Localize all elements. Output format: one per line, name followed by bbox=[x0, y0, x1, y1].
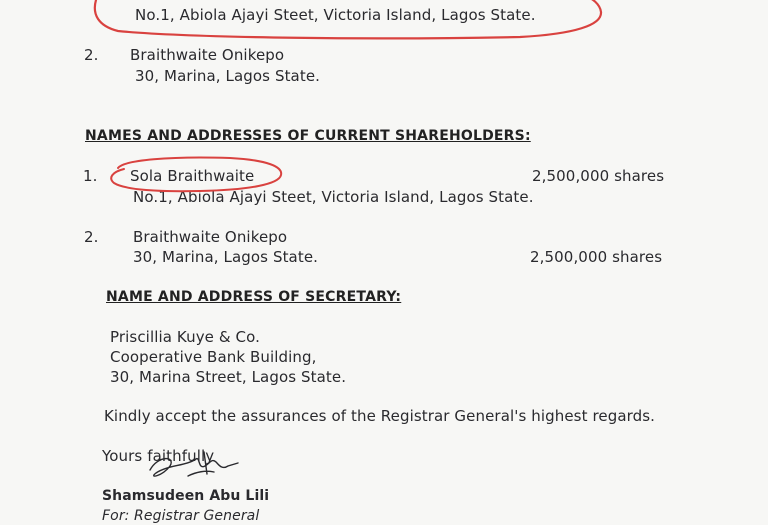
shareholder-2-address: 30, Marina, Lagos State. bbox=[133, 248, 319, 266]
secretary-line-1: Priscillia Kuye & Co. bbox=[110, 328, 260, 346]
salutation: Yours faithfully bbox=[102, 447, 215, 465]
for-registrar-line: For: Registrar General bbox=[102, 508, 260, 524]
shareholder-1-name: Sola Braithwaite bbox=[130, 167, 255, 185]
director-2-address: 30, Marina, Lagos State. bbox=[135, 67, 321, 85]
director-2-number: 2. bbox=[84, 46, 99, 64]
shareholder-1-shares: 2,500,000 shares bbox=[532, 167, 665, 185]
secretary-line-3: 30, Marina Street, Lagos State. bbox=[110, 368, 347, 386]
shareholder-1-address: No.1, Abiola Ajayi Steet, Victoria Island, Lagos State. bbox=[133, 188, 534, 206]
shareholder-2-shares: 2,500,000 shares bbox=[530, 248, 663, 266]
director-2-name: Braithwaite Onikepo bbox=[130, 46, 285, 64]
signatory-name: Shamsudeen Abu Lili bbox=[102, 488, 270, 504]
secretary-heading: NAME AND ADDRESS OF SECRETARY: bbox=[106, 289, 402, 305]
director-1-address: No.1, Abiola Ajayi Steet, Victoria Island, Lagos State. bbox=[135, 6, 536, 24]
shareholders-heading: NAMES AND ADDRESSES OF CURRENT SHAREHOLDERS: bbox=[85, 128, 531, 144]
shareholder-1-number: 1. bbox=[83, 167, 98, 185]
shareholder-2-number: 2. bbox=[84, 228, 99, 246]
shareholder-2-name: Braithwaite Onikepo bbox=[133, 228, 288, 246]
secretary-line-2: Cooperative Bank Building, bbox=[110, 348, 317, 366]
assurance-text: Kindly accept the assurances of the Registrar General's highest regards. bbox=[104, 407, 656, 425]
